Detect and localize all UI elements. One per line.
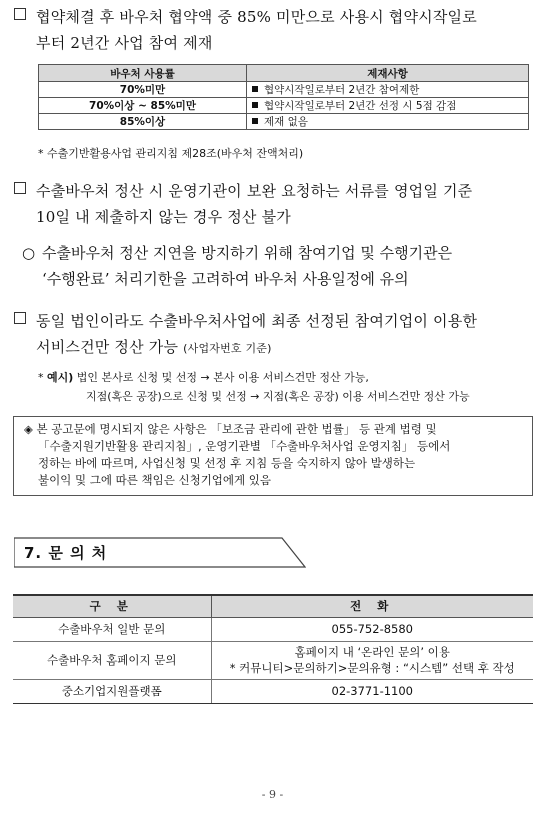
usage-rate-cell: 85%이상 (39, 114, 247, 130)
header-phone: 전 화 (211, 595, 533, 617)
header-usage-rate: 바우처 사용률 (39, 65, 247, 82)
example-note: * 예시) 법인 본사로 신청 및 선정 → 본사 이용 서비스건만 정산 가능, 지점(혹은 공장)으로 신청 및 선정 → 지점(혹은 공장) 이용 서비스건만 정산 가능 (38, 368, 470, 406)
example-line1: 법인 본사로 신청 및 선정 → 본사 이용 서비스건만 정산 가능, (73, 371, 369, 384)
item3-line2: 서비스건만 정산 가능 (36, 338, 179, 356)
square-bullet-icon (252, 102, 258, 108)
header-sanction: 제재사항 (247, 65, 529, 82)
item-sanction-low-usage (14, 4, 533, 56)
sub-item-line1: 수출바우처 정산 지연을 방지하기 위해 참여기업 및 수행기관은 (42, 244, 453, 262)
checkbox-bullet-icon (14, 182, 26, 194)
checkbox-bullet-icon (14, 8, 26, 20)
contact-table (13, 594, 533, 704)
table-row (13, 617, 533, 641)
contact-info-cell: 홈페이지 내 ‘온라인 문의’ 이용 * 커뮤니티>문의하기>문의유형 : “시스템” 선택 후 작성 (211, 641, 533, 679)
sanction-cell: 제재 없음 (247, 114, 529, 130)
checkbox-bullet-icon (14, 312, 26, 324)
contact-category-cell: 수출바우처 일반 문의 (13, 617, 211, 641)
notice-line4: 불이익 및 그에 따른 책임은 신청기업에게 있음 (38, 473, 272, 487)
item-same-corporation (14, 308, 533, 362)
example-label: 예시) (47, 371, 74, 384)
voucher-usage-table (38, 64, 529, 130)
table-row (39, 114, 529, 130)
contact-category-cell: 중소기업지원플랫폼 (13, 679, 211, 703)
table-row (39, 82, 529, 98)
notice-box (13, 416, 533, 496)
diamond-bullet-icon: ◈ (24, 422, 33, 436)
item2-line2: 10일 내 제출하지 않는 경우 정산 불가 (36, 208, 291, 226)
sub-item-delay-prevention (22, 240, 533, 292)
square-bullet-icon (252, 86, 258, 92)
contact-info-cell: 055-752-8580 (211, 617, 533, 641)
usage-rate-cell: 70%이상 ~ 85%미만 (39, 98, 247, 114)
item2-line1: 수출바우처 정산 시 운영기관이 보완 요청하는 서류를 영업일 기준 (36, 182, 473, 200)
usage-rate-cell: 70%미만 (39, 82, 247, 98)
table-row (13, 641, 533, 679)
item-settlement-deadline (14, 178, 533, 230)
item1-line1: 협약체결 후 바우처 협약액 중 85% 미만으로 사용시 협약시작일로 (36, 8, 477, 26)
sanction-cell: 협약시작일로부터 2년간 참여제한 (247, 82, 529, 98)
item1-line2: 부터 2년간 사업 참여 제재 (36, 34, 213, 52)
section-title: 7. 문 의 처 (24, 544, 108, 562)
table-row (39, 98, 529, 114)
contact-category-cell: 수출바우처 홈페이지 문의 (13, 641, 211, 679)
example-line2: 지점(혹은 공장)으로 신청 및 선정 → 지점(혹은 공장) 이용 서비스건만 정산 가능 (86, 390, 470, 403)
notice-line2: 「수출지원기반활용 관리지침」, 운영기관별 「수출바우처사업 운영지침」 등에서 (38, 439, 451, 453)
page-number: - 9 - (261, 788, 284, 801)
table-header-row (39, 65, 529, 82)
item3-line1: 동일 법인이라도 수출바우처사업에 최종 선정된 참여기업이 이용한 (36, 312, 478, 330)
section-heading (14, 537, 304, 567)
reference-note: * 수출기반활용사업 관리지침 제28조(바우처 잔액처리) (38, 147, 304, 160)
notice-line3: 정하는 바에 따르며, 사업신청 및 선정 후 지침 등을 숙지하지 않아 발생하는 (38, 456, 416, 470)
sanction-cell: 협약시작일로부터 2년간 선정 시 5점 감점 (247, 98, 529, 114)
square-bullet-icon (252, 118, 258, 124)
table-row (13, 679, 533, 703)
header-category: 구 분 (13, 595, 211, 617)
contact-info-cell: 02-3771-1100 (211, 679, 533, 703)
circle-bullet-icon: ○ (22, 244, 36, 262)
sub-item-line2: ‘수행완료’ 처리기한을 고려하여 바우처 사용일정에 유의 (42, 270, 409, 288)
item3-line2-small: (사업자번호 기준) (183, 342, 272, 355)
notice-line1: 본 공고문에 명시되지 않은 사항은 「보조금 관리에 관한 법률」 등 관계 법령 및 (36, 422, 437, 436)
table-header-row (13, 595, 533, 617)
